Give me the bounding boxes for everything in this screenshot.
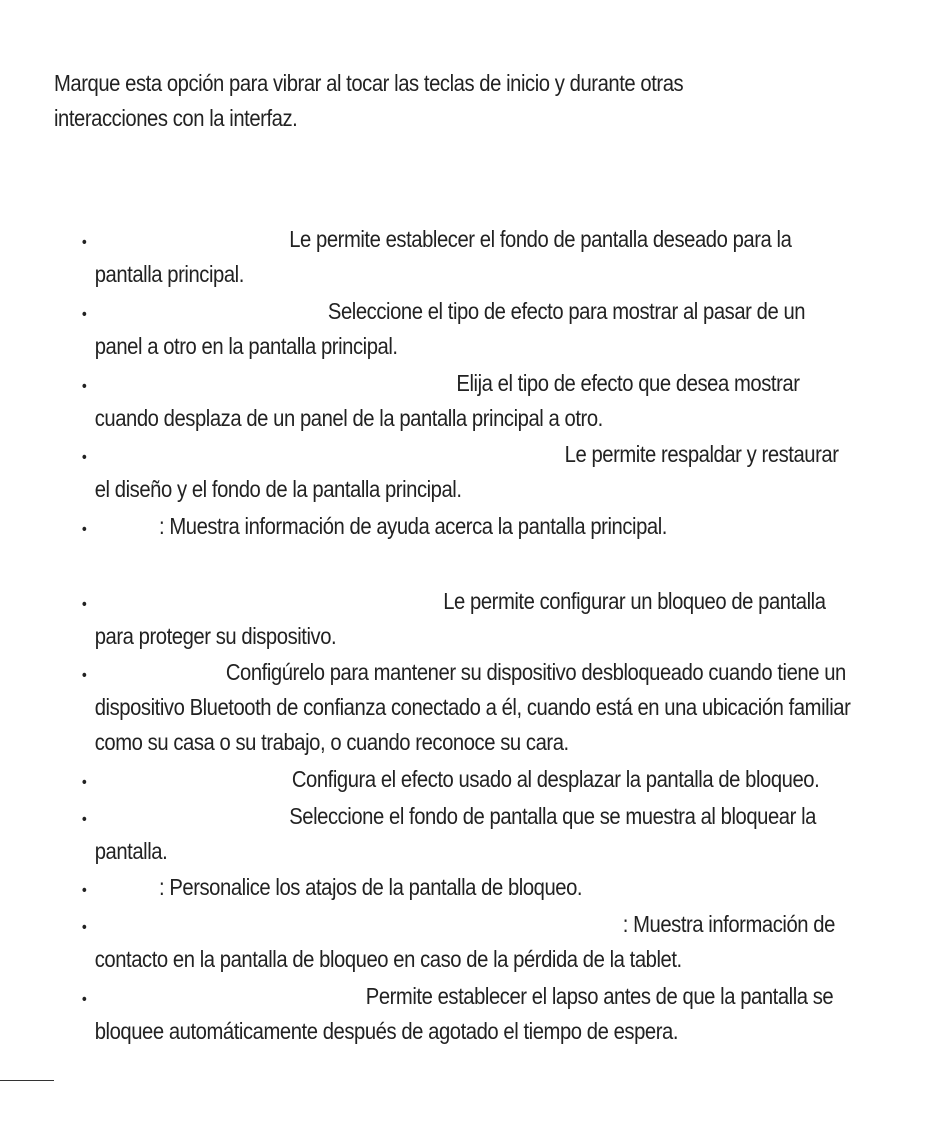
bullet-icon: • [81,234,87,251]
list-item-home-wallpaper [78,222,852,292]
list-item-home-scroll-effect [78,366,852,436]
list-item-home-help [78,509,852,544]
bullet-icon: • [81,667,87,684]
item-description: Permite establecer el lapso antes de que la pantalla se bloquee automáticamente después de agotado el tiempo de espera. [94,983,834,1044]
list-item-home-backup [78,437,852,507]
list-item-lock-shortcuts [78,870,852,905]
bottom-divider [0,1080,54,1081]
item-description: Le permite establecer el fondo de pantalla deseado para la pantalla principal. [94,226,792,287]
item-description: Le permite respaldar y restaurar el diseño y el fondo de la pantalla principal. [94,441,839,502]
item-description: Configúrelo para mantener su dispositivo desbloqueado cuando tiene un dispositivo Bluetooth de confianza conectado a él, cuando está en una ubicación familiar como su casa o su trabajo, o cuando reconoce su cara. [94,659,851,755]
bullet-icon: • [81,774,87,791]
bullet-icon: • [81,378,87,395]
item-description: Seleccione el fondo de pantalla que se muestra al bloquear la pantalla. [94,803,816,864]
item-description: Configura el efecto usado al desplazar la pantalla de bloqueo. [291,766,820,792]
list-item-lock-select-screen-lock [78,584,852,654]
list-item-lock-contact-info [78,907,852,977]
bullet-icon: • [81,596,87,613]
bullet-icon: • [81,919,87,936]
list-item-home-screen-effect [78,294,852,364]
item-description: Le permite configurar un bloqueo de pantalla para proteger su dispositivo. [94,588,826,649]
bullet-icon: • [81,306,87,323]
bullet-icon: • [81,882,87,899]
item-description: : Personalice los atajos de la pantalla de bloqueo. [158,874,583,900]
list-item-lock-smart-lock [78,655,852,760]
item-description: Seleccione el tipo de efecto para mostrar al pasar de un panel a otro en la pantalla principal. [94,298,806,359]
bullet-icon: • [81,991,87,1008]
bullet-icon: • [81,521,87,538]
list-item-lock-timer [78,979,852,1049]
intro-paragraph: Marque esta opción para vibrar al tocar las teclas de inicio y durante otras interacciones con la interfaz. [54,70,684,131]
list-item-lock-wallpaper [78,799,852,869]
item-description: Elija el tipo de efecto que desea mostrar cuando desplaza de un panel de la pantalla principal a otro. [94,370,800,431]
item-description: : Muestra información de contacto en la pantalla de bloqueo en caso de la pérdida de la tablet. [94,911,835,972]
item-description: : Muestra información de ayuda acerca la pantalla principal. [158,513,667,539]
list-item-lock-screen-swipe-effect [78,762,852,797]
bullet-icon: • [81,811,87,828]
bullet-icon: • [81,449,87,466]
